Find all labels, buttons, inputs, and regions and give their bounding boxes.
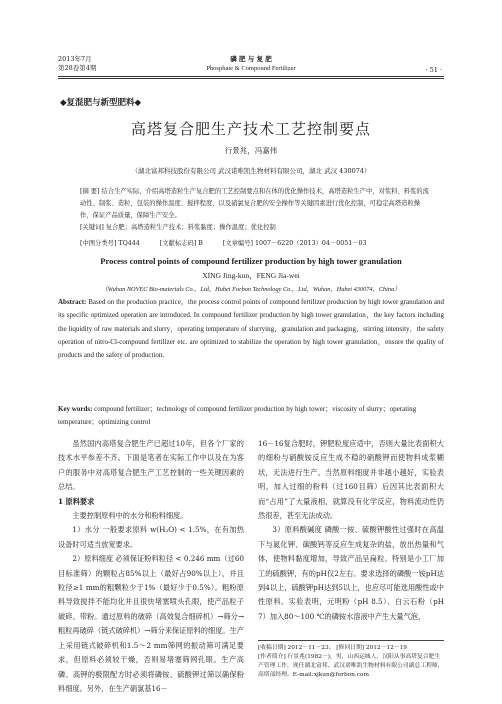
page-title: 高塔复合肥生产技术工艺控制要点	[130, 120, 371, 138]
journal-title-en: Phosphate & Compound Fertilizer	[206, 65, 296, 72]
paragraph: 16－16复合肥时，钾肥粒度应适中，否则大量比表面积大的细粉与硝酸铵反应生成不稳的硝酸钾而使物料成浆糊状，无法进行生产。当然原料细度并非越小越好，实验表明，加入过细的粉料（过160目筛）后因其比表面积大而“占用”了大量液相，就算没有化学反应，物料流动性仍然很差，甚至无法成动。	[258, 439, 444, 521]
received-date: [收稿日期] 2012－11－23；	[258, 645, 335, 651]
english-authors: XING Jing-kun，FENG Jia-wei	[202, 271, 300, 280]
author-intro: [作者简介] 行景兆(1982－)，男，山西运城人，汉阳从事高塔复合肥生产管理工作，现任湖北富邦、武汉诺唯凯生物材料有限公司副总工程师，高塔部经理。E-mail:xjkun@forbon.com	[258, 654, 444, 678]
year-issue: 2013年7月	[58, 55, 92, 63]
section-tag: ◆复混肥与新型肥料◆	[60, 98, 142, 108]
abstract-label: Abstract:	[58, 298, 87, 306]
classification-row	[80, 238, 385, 247]
abstract-text: Based on the production practice，the process control points of compound fertilizer production by high tower granulation and its specific optimized operation are introduced. In compound fertilizer production by high tower granulation，the key factors including the liquidity of raw materials and slurry，operating temperature of slurrying，granulation and packaging，stirring intensity，the safety operation of nitro-Cl-compound fertilizer etc. are optimized to stabilize the operation by high tower granulation，ensure the quality of products and the safety of production.	[58, 298, 444, 360]
authors: 行景兆，冯嘉伟	[224, 146, 278, 155]
body-column-left	[58, 437, 244, 696]
abstract-cn: [摘 要] 结合生产实际，介绍高塔造粒生产复合肥的工艺控制要点和在体的优化操作技术，高塔造粒生产中，对浆料、料浆的流动性、制浆、造粒、包装的操作温度、搅拌程度、以及硝氯复合肥的安全操作等关键因素进行优化控制，可稳定高塔造粒操作，保证产品质量，保障生产安全。	[80, 188, 429, 219]
keywords-label: Key words:	[58, 405, 93, 413]
paragraph: 3）原料酸碱度 磷酸一铵、硫酸钾酸性过强时在高温下与氮化钾、碳酸钙等反应生成复杂的盐，放出热量和气体，使物料黏度增加，导致产品呈扁粒。特别是小工厂加工的硫酸钾，有的pH仅2左右。要求选择的磷酸一铵pH达到4以上，硫酸钾pH达到5以上，也应尽可能选用酸性或中性原料。实验表明，元明粉（pH 8.5）、白云石粉（pH 7）加入80～100 ℃的磷铵水溶液中产生大量气泡，	[258, 525, 444, 621]
body-column-right	[258, 437, 444, 624]
paragraph: 主要控制原料中的水分和粉料细度。	[72, 511, 188, 521]
article-number: [文章编号] 1007－6220（2013）04－0051－03	[222, 240, 367, 247]
affiliation: （湖北富邦科技股份有限公司 武汉诺唯凯生物材料有限公司，湖北 武汉 430074）	[131, 167, 371, 175]
english-abstract	[58, 296, 444, 362]
keywords-cn: [关键词] 复合肥；高塔造粒生产技术；料浆黏度；操作温度；优化控制	[80, 224, 276, 231]
revised-date: [修回日期] 2012－12－19	[336, 645, 407, 651]
english-title: Process control points of compound fertilizer production by high tower granulation	[100, 256, 402, 266]
document-code: [文献标志码] B	[159, 240, 203, 247]
english-affiliation: （Wuhan NOVEC Bio-materials Co.，Ltd，Hubei Forbon Technology Co.，Ltd，Wuhan，Hubei 430074，China）	[101, 286, 401, 293]
keywords-text: compound fertilizer；technology of compound fertilizer production by high tower；viscosity of slurry；operating temperature；optimizing control	[58, 405, 417, 426]
header-rule-2	[58, 78, 444, 79]
paragraph: 1）水分 一般要求原料 w(H₂O) < 1.5%，在有加热设备时可适当放宽要求。	[58, 525, 244, 549]
class-number: [中图分类号] TQ444	[80, 240, 140, 247]
paragraph: 虽然国内高塔复合肥生产已超过10年，但各个厂家的技术水平参差不齐。下面是笔者在实际工作中以及在为客户的服务中对高塔复合肥生产工艺控制的一些关键因素的总结。	[58, 439, 244, 492]
dates-row	[258, 644, 444, 653]
section-heading: 1 原料要求	[58, 496, 95, 506]
english-keywords	[58, 403, 444, 428]
footnote-box	[258, 640, 444, 680]
header-rule	[58, 76, 444, 77]
paragraph: 2）原料细度 必须保证粉料粒径 < 0.246 mm（过60目标准筛）的颗粒占85%以上（最好占90%以上），并且粒径≥1 mm的粗颗粒少于1%（最好少于0.5%）。粗粉原料导致搅拌不能均化并且很快堵塞喷头孔眼，使产品粒子破碎、带粉。通过原料的破碎（高效复合细碎机）→筛分→粗粒再破碎（链式破碎机）→筛分来保证原料的细度。生产上采用链式破碎机和1.5～2 mm筛网的振动筛可满足要求，但原料必须较干燥，否则易堵塞筛网孔眼。生产高磷、高钾的极限配方时必须将磷铵、硫酸钾过筛以确保粉料细度。另外，在生产硝氯基16－	[58, 554, 244, 693]
journal-title-cn: 磷 肥 与 复 肥	[230, 55, 272, 63]
volume: 第28卷第4期	[58, 64, 97, 72]
page-number: · 51 ·	[425, 66, 442, 74]
